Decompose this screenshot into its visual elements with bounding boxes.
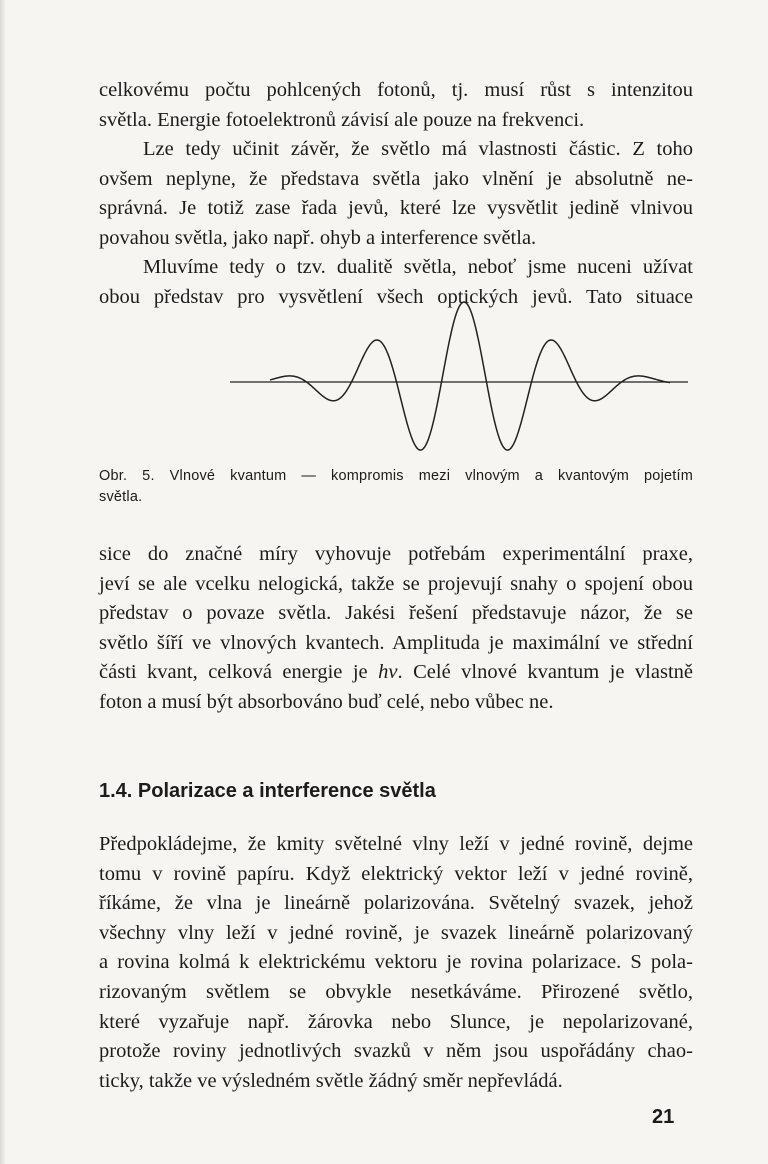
text-line: Mluvíme tedy o tzv. dualitě světla, neboť jsme nuceni užívat [143, 256, 693, 278]
text-line: ticky, takže ve výsledném světle žádný směr nepřevládá. [99, 1069, 563, 1092]
text-line: protože roviny jednotlivých svazků v něm jsou uspořádány chao- [99, 1040, 693, 1063]
caption-line: světla. [99, 489, 143, 505]
paragraph-1 [99, 76, 693, 135]
text-line: sice do značné míry vyhovuje potřebám experimentální praxe, [99, 543, 693, 565]
text-line: tomu v rovině papíru. Když elektrický vektor leží v jedné rovině, [99, 862, 693, 885]
text-line [99, 658, 693, 688]
wave-packet-figure [230, 296, 690, 456]
text-line: které vyzařuje např. žárovka nebo Slunce, je nepolarizované, [99, 1010, 693, 1033]
text-line: představ o povaze světla. Jakési řešení představuje názor, že se [99, 602, 693, 625]
section-heading: 1.4. Polarizace a interference světla [99, 780, 436, 802]
text-line: rizovaným světlem se obvykle nesetkáváme. Přirozené světlo, [99, 980, 693, 1003]
text-line: celkovému počtu pohlcených fotonů, tj. musí růst s intenzitou [99, 79, 693, 101]
paragraph-2 [99, 135, 693, 253]
text-segment: části kvant, celková energie je [99, 661, 379, 684]
figure-caption [99, 466, 693, 508]
text-segment: . Celé vlnové kvantum je vlastně [397, 661, 693, 684]
paragraph-4 [99, 540, 693, 718]
text-line: světlo šíří ve vlnových kvantech. Amplituda je maximální ve střední [99, 631, 693, 654]
text-line: a rovina kolmá k elektrickému vektoru je rovina polarizace. S pola- [99, 951, 693, 974]
text-line: foton a musí být absorbováno buď celé, nebo vůbec ne. [99, 690, 554, 713]
text-line: povahou světla, jako např. ohyb a interference světla. [99, 226, 537, 249]
text-line: všechny vlny leží v jedné rovině, je svazek lineárně polarizovaný [99, 921, 693, 944]
wave-packet-curve [270, 302, 670, 450]
text-line: Předpokládejme, že kmity světelné vlny leží v jedné rovině, dejme [99, 833, 693, 855]
text-line: správná. Je totiž zase řada jevů, které lze vysvětlit jedině vlnivou [99, 197, 693, 220]
text-line: obou představ pro vysvětlení všech optických jevů. Tato situace [99, 285, 693, 308]
energy-symbol: hν [378, 661, 398, 684]
paragraph-5 [99, 830, 693, 1096]
text-line: Lze tedy učinit závěr, že světlo má vlastnosti částic. Z toho [143, 138, 693, 160]
text-line: říkáme, že vlna je lineárně polarizována. Světelný svazek, jehož [99, 892, 693, 915]
text-line: jeví se ale vcelku nelogická, takže se projevují snahy o spojení obou [99, 572, 693, 595]
text-line: světla. Energie fotoelektronů závisí ale pouze na frekvenci. [99, 108, 585, 131]
page-spine-shadow [0, 0, 6, 1164]
text-line: ovšem neplyne, že představa světla jako vlnění je absolutně ne- [99, 167, 693, 190]
page-number: 21 [652, 1106, 675, 1128]
caption-line: Obr. 5. Vlnové kvantum — kompromis mezi vlnovým a kvantovým pojetím [99, 468, 693, 484]
